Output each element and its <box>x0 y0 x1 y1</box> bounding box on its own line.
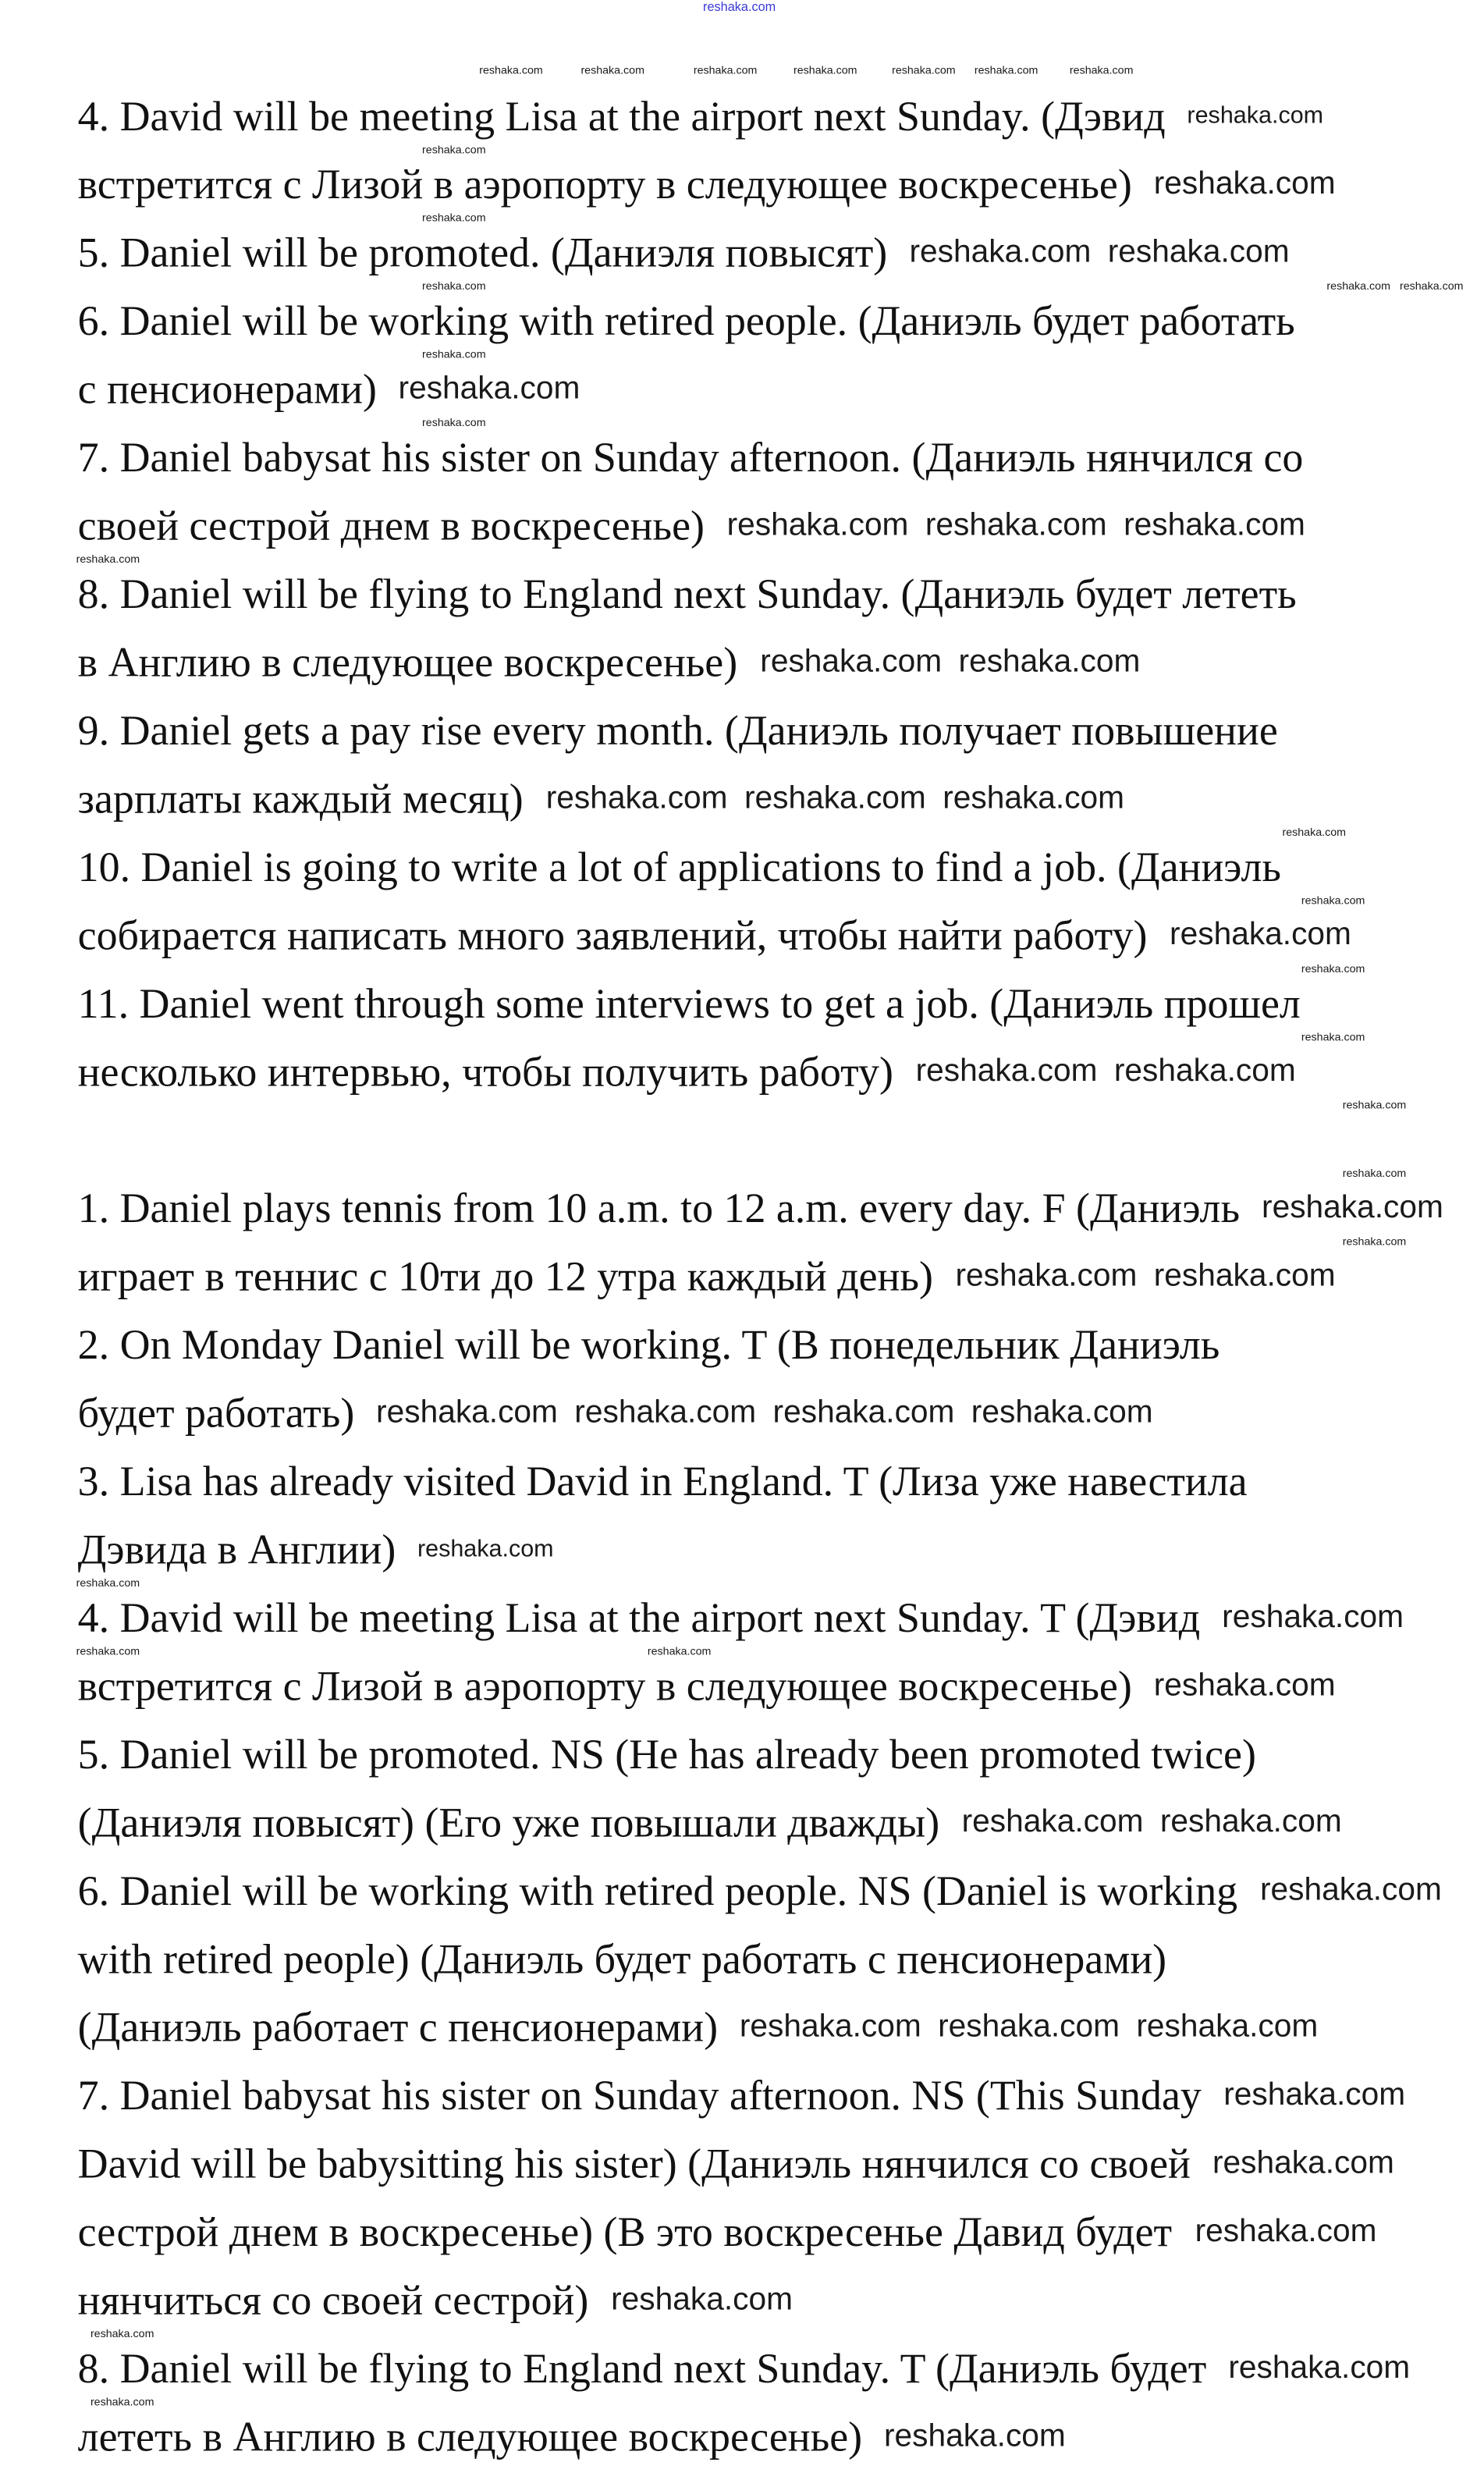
watermark-text: reshaka.com <box>90 2328 154 2340</box>
section1-item-line: 5. Daniel will be promoted. (Даниэля повысят) <box>77 228 888 276</box>
watermark-text: reshaka.com <box>479 66 543 77</box>
watermark-text: reshaka.com <box>398 371 580 407</box>
watermark-text: reshaka.com <box>1069 66 1134 77</box>
section2-item-line: лететь в Англию в следующее воскресенье) <box>77 2412 863 2460</box>
watermark-text: reshaka.com <box>1212 2145 1394 2181</box>
section2-item-line: 1. Daniel plays tennis from 10 a.m. to 12 a.m. every day. F (Даниэль <box>77 1184 1241 1232</box>
watermark-text: reshaka.com <box>90 2396 154 2408</box>
section2-item-line: (Даниэль работает с пенсионерами) <box>77 2002 719 2051</box>
section2-item-line: 5. Daniel will be promoted. NS (He has already been promoted twice) <box>77 1730 1256 1778</box>
watermark-text: reshaka.com <box>693 66 758 77</box>
section1-item-line: 11. Daniel went through some interviews to get a job. (Даниэль прошел <box>77 979 1301 1027</box>
section2-item-line: 4. David will be meeting Lisa at the airport next Sunday. T (Дэвид <box>77 1593 1201 1642</box>
watermark-text: reshaka.com <box>422 349 486 361</box>
section2-item-line: 2. On Monday Daniel will be working. T (В понедельник Даниэль <box>77 1320 1220 1369</box>
watermark-text: reshaka.com <box>915 1053 1098 1089</box>
section2-item-line: (Даниэля повысят) (Его уже повышали дважды) <box>77 1798 940 1846</box>
watermark-text: reshaka.com <box>1326 281 1390 293</box>
watermark-text: reshaka.com <box>1228 2350 1411 2386</box>
watermark-text: reshaka.com <box>1136 2009 1319 2045</box>
watermark-text: reshaka.com <box>1301 895 1365 907</box>
watermark-text: reshaka.com <box>772 1394 955 1430</box>
watermark-text: reshaka.com <box>580 66 644 77</box>
section1-item-line: 10. Daniel is going to write a lot of applications to find a job. (Даниэль <box>77 843 1281 891</box>
watermark-text: reshaka.com <box>974 66 1038 77</box>
section1-item-line: 6. Daniel will be working with retired people. (Даниэль будет работать <box>77 297 1295 345</box>
watermark-text: reshaka.com <box>1153 1258 1336 1294</box>
section1-item-line: 9. Daniel gets a pay rise every month. (Даниэль получает повышение <box>77 706 1278 755</box>
watermark-text: reshaka.com <box>1113 1053 1296 1089</box>
watermark-text: reshaka.com <box>1282 826 1346 838</box>
watermark-text: reshaka.com <box>971 1394 1153 1430</box>
section2-item-line: будет работать) <box>77 1388 355 1437</box>
watermark-text: reshaka.com <box>647 1646 712 1657</box>
watermark-text: reshaka.com <box>422 144 486 156</box>
watermark-text: reshaka.com <box>938 2009 1120 2045</box>
section2-item-line: David will be babysitting his sister) (Даниэль нянчился со своей <box>77 2139 1191 2187</box>
watermark-text: reshaka.com <box>1153 166 1336 202</box>
watermark-text: reshaka.com <box>1159 1804 1342 1840</box>
watermark-text: reshaka.com <box>1195 2214 1377 2250</box>
watermark-text: reshaka.com <box>1153 1668 1336 1704</box>
watermark-text: reshaka.com <box>961 1804 1144 1840</box>
watermark-text: reshaka.com <box>1187 102 1324 130</box>
watermark-text: reshaka.com <box>1223 2077 1406 2113</box>
watermark-text: reshaka.com <box>422 417 486 429</box>
watermark-text: reshaka.com <box>417 1535 554 1563</box>
watermark-text: reshaka.com <box>76 1646 140 1657</box>
section1-item-line: собирается написать много заявлений, чтобы найти работу) <box>77 911 1148 959</box>
watermark-text: reshaka.com <box>545 780 728 816</box>
section1-item-line: зарплаты каждый месяц) <box>77 774 524 822</box>
watermark-text: reshaka.com <box>1170 917 1351 953</box>
watermark-text: reshaka.com <box>1107 235 1290 270</box>
watermark-text: reshaka.com <box>1301 963 1365 975</box>
watermark-text: reshaka.com <box>1301 1032 1365 1043</box>
watermark-text: reshaka.com <box>955 1258 1138 1294</box>
watermark-text: reshaka.com <box>1342 1100 1407 1111</box>
section2-item-line: сестрой днем в воскресенье) (В это воскресенье Давид будет <box>77 2208 1173 2256</box>
watermark-text: reshaka.com <box>958 644 1141 680</box>
watermark-text: reshaka.com <box>1342 1168 1407 1180</box>
section1-item-line: несколько интервью, чтобы получить работу) <box>77 1047 893 1096</box>
watermark-text: reshaka.com <box>1399 281 1464 293</box>
section2-item-line: with retired people) (Даниэль будет работать с пенсионерами) <box>77 1935 1167 1983</box>
watermark-text: reshaka.com <box>726 507 909 543</box>
watermark-text: reshaka.com <box>1262 1190 1443 1226</box>
section1-item-line: встретится с Лизой в аэропорту в следующее воскресенье) <box>77 160 1132 208</box>
watermark-text: reshaka.com <box>1259 1873 1442 1908</box>
watermark-text: reshaka.com <box>376 1394 558 1430</box>
section2-item-line: Дэвида в Англии) <box>77 1525 396 1573</box>
watermark-text: reshaka.com <box>909 235 1092 270</box>
watermark-text: reshaka.com <box>744 780 926 816</box>
watermark-text: reshaka.com <box>883 2418 1066 2454</box>
watermark-text: reshaka.com <box>892 66 956 77</box>
section1-item-line: своей сестрой днем в воскресенье) <box>77 501 705 549</box>
watermark-text: reshaka.com <box>611 2282 793 2318</box>
section2-item-line: встретится с Лизой в аэропорту в следующее воскресенье) <box>77 1661 1132 1710</box>
watermark-text: reshaka.com <box>760 644 943 680</box>
watermark-text: reshaka.com <box>1222 1600 1404 1636</box>
watermark-text: reshaka.com <box>422 212 486 224</box>
watermark-text: reshaka.com <box>793 66 857 77</box>
section2-item-line: 3. Lisa has already visited David in England. T (Лиза уже навестила <box>77 1457 1248 1505</box>
section1-item-line: 8. Daniel will be flying to England next Sunday. (Даниэль будет лететь <box>77 570 1297 618</box>
watermark-text: reshaka.com <box>574 1394 757 1430</box>
section1-item-line: с пенсионерами) <box>77 364 377 413</box>
watermark-text: reshaka.com <box>925 507 1107 543</box>
watermark-text: reshaka.com <box>422 281 486 293</box>
section1-item-line: 4. David will be meeting Lisa at the airport next Sunday. (Дэвид <box>77 91 1166 140</box>
watermark-text: reshaka.com <box>1124 507 1305 543</box>
watermark-text: reshaka.com <box>76 553 140 566</box>
section1-item-line: в Англию в следующее воскресенье) <box>77 638 738 686</box>
section1-item-line: 7. Daniel babysat his sister on Sunday afternoon. (Даниэль нянчился со <box>77 433 1304 481</box>
site-header-link[interactable]: reshaka.com <box>703 0 776 15</box>
watermark-text: reshaka.com <box>943 780 1125 816</box>
watermark-text: reshaka.com <box>739 2009 921 2045</box>
watermark-text: reshaka.com <box>1342 1236 1407 1248</box>
section2-item-line: 8. Daniel will be flying to England next Sunday. T (Даниэль будет <box>77 2344 1207 2393</box>
section2-item-line: 6. Daniel will be working with retired people. NS (Daniel is working <box>77 1866 1238 1915</box>
watermark-text: reshaka.com <box>76 1577 140 1590</box>
section2-item-line: играет в теннис с 10ти до 12 утра каждый день) <box>77 1252 933 1300</box>
section2-item-line: нянчиться со своей сестрой) <box>77 2276 589 2324</box>
section2-item-line: 7. Daniel babysat his sister on Sunday afternoon. NS (This Sunday <box>77 2071 1202 2119</box>
